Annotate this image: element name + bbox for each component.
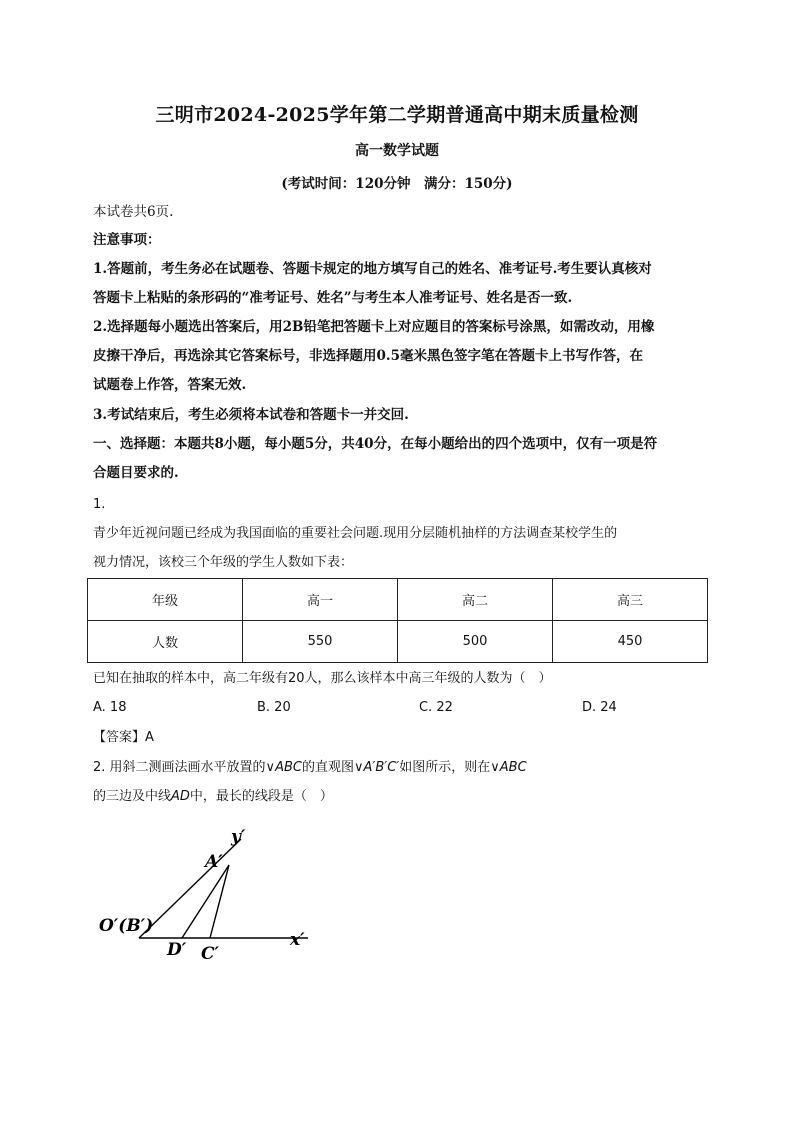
exam-subtitle: 高一数学试题 bbox=[355, 143, 439, 159]
notice-item-3: 3.考试结束后，考生必须将本试卷和答题卡一并交回. bbox=[93, 407, 409, 423]
table-cell: 年级 bbox=[88, 579, 243, 621]
question-1-stem-line-2: 视力情况，该校三个年级的学生人数如下表： bbox=[93, 555, 354, 570]
question-2-line-1 bbox=[93, 758, 713, 778]
option-d: D. 24 bbox=[582, 700, 617, 715]
table-cell: 高二 bbox=[398, 579, 553, 621]
q2-text: 中，最长的线段是（ ） bbox=[189, 789, 333, 804]
table-cell: 550 bbox=[243, 621, 398, 663]
q2-text: 如图所示，则在 bbox=[399, 760, 491, 775]
label-c: C′ bbox=[201, 944, 220, 964]
y-axis-line bbox=[139, 839, 241, 938]
triangle-symbol: ∨ bbox=[490, 760, 500, 775]
table-cell: 500 bbox=[398, 621, 553, 663]
notice-item-2-line-3: 试题卷上作答，答案无效. bbox=[93, 377, 247, 393]
table-cell: 人数 bbox=[88, 621, 243, 663]
oblique-projection-figure bbox=[95, 825, 325, 965]
question-1-answer: 【答案】A bbox=[93, 730, 154, 745]
table-header-row bbox=[88, 579, 708, 621]
q2-math: ABC bbox=[275, 760, 302, 775]
notice-item-2-line-1: 2.选择题每小题选出答案后，用2B铅笔把答题卡上对应题目的答案标号涂黑，如需改动，用橡 bbox=[93, 319, 655, 335]
q2-math: A′B′C′ bbox=[363, 760, 400, 775]
question-1-stem-line-1: 青少年近视问题已经成为我国面临的重要社会问题.现用分层随机抽样的方法调查某校学生的 bbox=[93, 526, 618, 541]
table-cell: 450 bbox=[553, 621, 708, 663]
table-cell: 高一 bbox=[243, 579, 398, 621]
question-1-number: 1. bbox=[93, 497, 106, 512]
q2-math: AD bbox=[171, 789, 190, 804]
label-o: O′(B′) bbox=[99, 916, 154, 936]
triangle-symbol: ∨ bbox=[265, 760, 276, 775]
option-a: A. 18 bbox=[93, 700, 127, 715]
option-c: C. 22 bbox=[419, 700, 453, 715]
label-y: y′ bbox=[231, 827, 246, 847]
q2-text: 2. 用斜二测画法画水平放置的 bbox=[93, 760, 266, 775]
side-segment bbox=[210, 865, 229, 938]
section-heading-line-1: 一、选择题：本题共8小题，每小题5分，共40分，在每小题给出的四个选项中，仅有一项是符 bbox=[93, 436, 658, 452]
table-cell: 高三 bbox=[553, 579, 708, 621]
exam-time-info: (考试时间：120分钟 满分：150分) bbox=[281, 176, 513, 192]
grade-enrollment-table bbox=[87, 578, 708, 663]
table-row bbox=[88, 621, 708, 663]
question-1-options bbox=[93, 700, 713, 720]
notice-item-1-line-2: 答题卡上粘贴的条形码的“准考证号、姓名”与考生本人准考证号、姓名是否一致. bbox=[93, 290, 573, 306]
median-segment bbox=[182, 865, 229, 938]
label-d: D′ bbox=[167, 940, 187, 960]
question-1-prompt: 已知在抽取的样本中，高二年级有20人，那么该样本中高三年级的人数为（ ） bbox=[93, 671, 552, 686]
q2-text: 的三边及中线 bbox=[93, 789, 172, 804]
notice-heading: 注意事项： bbox=[93, 232, 161, 248]
section-heading-line-2: 合题目要求的. bbox=[93, 465, 179, 481]
label-x: x′ bbox=[290, 930, 305, 950]
notice-item-2-line-2: 皮擦干净后，再选涂其它答案标号，非选择题用0.5毫米黑色签字笔在答题卡上书写作答，在 bbox=[93, 348, 643, 364]
question-2-line-2 bbox=[93, 787, 713, 807]
option-b: B. 20 bbox=[257, 700, 291, 715]
q2-math: ABC bbox=[499, 760, 527, 775]
notice-item-1-line-1: 1.答题前，考生务必在试题卷、答题卡规定的地方填写自己的姓名、准考证号.考生要认真核对 bbox=[93, 261, 652, 277]
triangle-symbol: ∨ bbox=[353, 760, 364, 775]
page-count-note: 本试卷共6页. bbox=[93, 204, 174, 220]
exam-title: 三明市2024-2025学年第二学期普通高中期末质量检测 bbox=[155, 104, 639, 126]
label-a: A′ bbox=[205, 852, 223, 872]
q2-text: 的直观图 bbox=[301, 760, 354, 775]
